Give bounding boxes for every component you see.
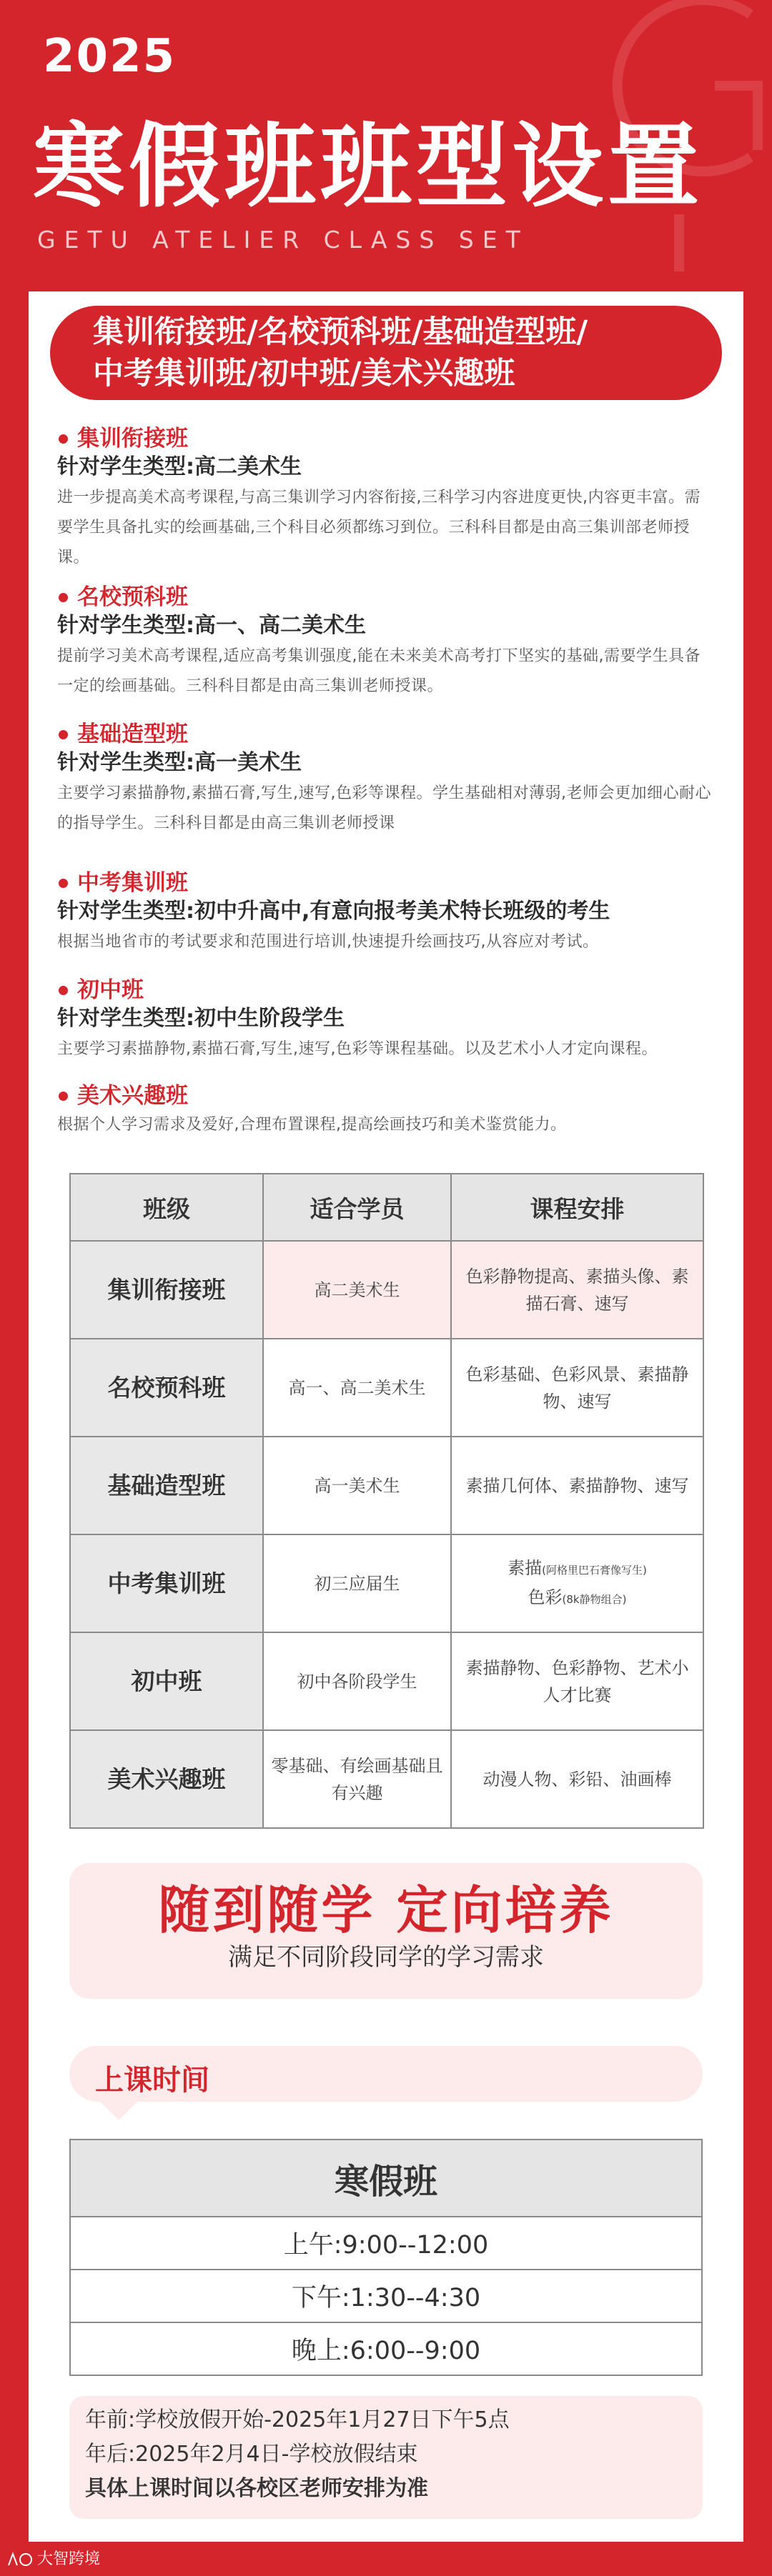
note-after-new-year: 年后:2025年2月4日-学校放假结束 [85, 2442, 418, 2467]
schedule-table [69, 2139, 703, 2376]
table-header-course: 课程安排 [451, 1174, 703, 1241]
students-cell: 初三应届生 [263, 1534, 451, 1632]
students-cell: 零基础、有绘画基础且有兴趣 [263, 1730, 451, 1828]
table-row [70, 1339, 703, 1437]
pill-pointer-icon [100, 2102, 137, 2120]
class-name-cell: 美术兴趣班 [70, 1730, 263, 1828]
students-cell: 初中各阶段学生 [263, 1632, 451, 1730]
table-row [70, 1534, 703, 1632]
schedule-notes [69, 2396, 703, 2519]
section-xingqu [57, 1082, 715, 1140]
header [0, 0, 772, 286]
table-header-students: 适合学员 [263, 1174, 451, 1241]
table-row [70, 1730, 703, 1828]
class-table [69, 1173, 704, 1829]
table-header-row [70, 1174, 703, 1241]
section-title: 初中班 [57, 976, 715, 1004]
section-zhongkao [57, 869, 715, 957]
table-header-class: 班级 [70, 1174, 263, 1241]
students-cell: 高二美术生 [263, 1241, 451, 1339]
course-cell: 色彩基础、色彩风景、素描静物、速写 [451, 1339, 703, 1437]
section-target: 针对学生类型:初中升高中,有意向报考美术特长班级的考生 [57, 899, 610, 924]
section-mingxiao [57, 583, 715, 702]
page-title: 寒假班班型设置 [33, 114, 704, 220]
note-before-new-year: 年前:学校放假开始-2025年1月27日下午5点 [85, 2407, 510, 2432]
class-types-line-1: 集训衔接班/名校预科班/基础造型班/ [93, 314, 588, 350]
schedule-section-pill [69, 2046, 703, 2102]
slogan-banner [69, 1863, 703, 1999]
class-name-cell: 集训衔接班 [70, 1241, 263, 1339]
section-chuzhong [57, 976, 715, 1064]
course-cell: 色彩静物提高、素描头像、素描石膏、速写 [451, 1241, 703, 1339]
table-row [70, 1241, 703, 1339]
class-name-cell: 初中班 [70, 1632, 263, 1730]
table-row [70, 1632, 703, 1730]
note-arrangement: 具体上课时间以各校区老师安排为准 [85, 2476, 428, 2501]
page-subtitle: GETU ATELIER CLASS SET [37, 226, 529, 254]
year-label: 2025 [43, 30, 177, 83]
section-target: 针对学生类型:高一、高二美术生 [57, 613, 366, 638]
brand-logo-icon [6, 2551, 34, 2568]
schedule-section-label: 上课时间 [95, 2064, 209, 2097]
course-sketch: 素描 [508, 1557, 543, 1578]
section-title: 美术兴趣班 [57, 1082, 715, 1110]
class-name-cell: 名校预科班 [70, 1339, 263, 1437]
schedule-class-name: 寒假班 [70, 2140, 702, 2217]
class-name-cell: 中考集训班 [70, 1534, 263, 1632]
section-desc: 根据个人学习需求及爱好,合理布置课程,提高绘画技巧和美术鉴赏能力。 [57, 1116, 567, 1134]
students-cell: 高一、高二美术生 [263, 1339, 451, 1437]
students-cell: 高一美术生 [263, 1437, 451, 1534]
course-sketch-note: (阿格里巴石膏像写生) [542, 1563, 647, 1577]
class-types-pill [50, 306, 722, 400]
slogan-title: 随到随学 定向培养 [158, 1880, 614, 1940]
schedule-slot-afternoon: 下午:1:30--4:30 [70, 2270, 702, 2322]
schedule-slot-morning: 上午:9:00--12:00 [70, 2217, 702, 2270]
section-target: 针对学生类型:高二美术生 [57, 454, 302, 479]
section-jixun [57, 424, 715, 573]
course-cell: 动漫人物、彩铅、油画棒 [451, 1730, 703, 1828]
section-desc: 提前学习美术高考课程,适应高考集训强度,能在未来美术高考打下坚实的基础,需要学生具备一定的绘画基础。三科科目都是由高三集训老师授课。 [57, 647, 701, 695]
section-desc: 主要学习素描静物,素描石膏,写生,速写,色彩等课程基础。以及艺术小人才定向课程。 [57, 1040, 658, 1058]
footer-brand [6, 2547, 100, 2572]
footer-brand-name: 大智跨境 [37, 2550, 101, 2568]
course-cell: 素描几何体、素描静物、速写 [451, 1437, 703, 1534]
table-row [70, 1437, 703, 1534]
section-desc: 根据当地省市的考试要求和范围进行培训,快速提升绘画技巧,从容应对考试。 [57, 933, 599, 951]
section-desc: 主要学习素描静物,素描石膏,写生,速写,色彩等课程。学生基础相对薄弱,老师会更加细心耐心的指导学生。三科科目都是由高三集训老师授课 [57, 784, 711, 832]
section-title: 基础造型班 [57, 720, 715, 749]
slogan-subtitle: 满足不同阶段同学的学习需求 [228, 1943, 544, 1972]
section-target: 针对学生类型:初中生阶段学生 [57, 1006, 345, 1031]
class-types-line-2: 中考集训班/初中班/美术兴趣班 [93, 356, 515, 391]
course-cell: 素描静物、色彩静物、艺术小人才比赛 [451, 1632, 703, 1730]
course-color: 色彩 [528, 1587, 563, 1607]
section-title: 集训衔接班 [57, 424, 715, 453]
course-color-note: (8k静物组合) [562, 1592, 627, 1606]
section-title: 名校预科班 [57, 583, 715, 611]
section-title: 中考集训班 [57, 869, 715, 897]
class-name-cell: 基础造型班 [70, 1437, 263, 1534]
schedule-slot-evening: 晚上:6:00--9:00 [70, 2322, 702, 2375]
section-desc: 进一步提高美术高考课程,与高三集训学习内容衔接,三科学习内容进度更快,内容更丰富。需要学生具备扎实的绘画基础,三个科目必须都练习到位。三科科目都是由高三集训部老师授课。 [57, 489, 701, 566]
section-jichu [57, 720, 715, 839]
section-target: 针对学生类型:高一美术生 [57, 750, 302, 775]
course-cell [451, 1534, 703, 1632]
